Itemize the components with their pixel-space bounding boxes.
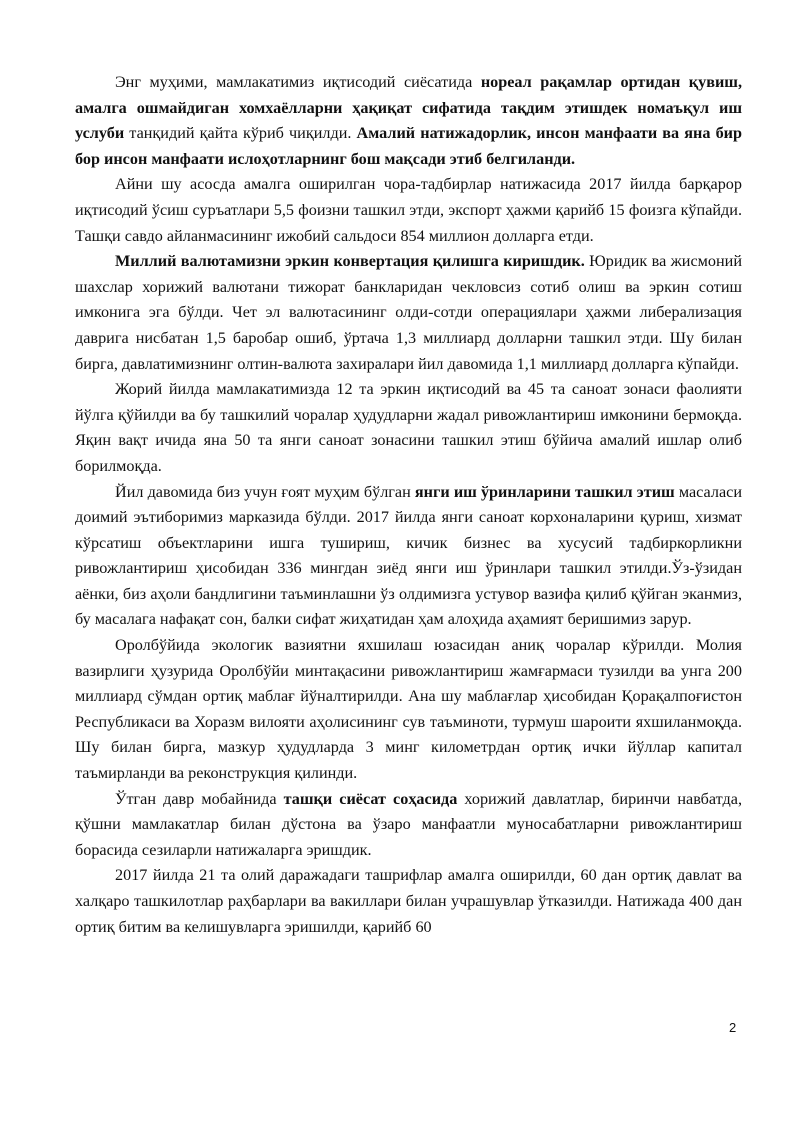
text-run: Ўтган давр мобайнида: [115, 789, 284, 808]
paragraph: [75, 633, 742, 787]
page-number: 2: [729, 1020, 737, 1035]
text-run: танқидий қайта кўриб чиқилди.: [124, 124, 357, 143]
text-run: Жорий йилда мамлакатимизда 12 та эркин иқтисодий ва 45 та саноат зонаси фаолияти йўлга қўйилди ва бу ташкилий чоралар ҳудудларни жадал ривожлантириш имконини бермоқда. Яқин вақт ичида яна 50 та янги саноат зонасини ташкил этиш бўйича амалий ишлар олиб борилмоқда.: [75, 380, 742, 475]
paragraph: [75, 480, 742, 634]
text-run-bold: Миллий валютамизни эркин конвертация қилишга киришдик.: [115, 252, 585, 271]
paragraph: [75, 249, 742, 377]
text-run: масаласи доимий эътиборимиз марказида бўлди. 2017 йилда янги саноат корхоналарини қуриш, хизмат кўрсатиш объектларини ишга тушириш, кичик бизнес ва хусусий тадбиркорликни ривожлантириш ҳисобидан 336 мингдан зиёд янги иш ўринлари ташкил этилди.Ўз-ўзидан аёнки, биз аҳоли бандлигини таъминлашни ўз олдимизга устувор вазифа қилиб қўйган эканмиз, бу масалага нафақат сон, балки сифат жиҳатидан ҳам алоҳида аҳамият беришимиз зарур.: [75, 482, 742, 629]
paragraph: [75, 172, 742, 249]
paragraph: [75, 377, 742, 479]
text-run-bold: янги иш ўринларини ташкил этиш: [414, 482, 675, 501]
text-run: Айни шу асосда амалга оширилган чора-тадбирлар натижасида 2017 йилда барқарор иқтисодий ўсиш суръатлари 5,5 фоизни ташкил этди, экспорт ҳажми қарийб 15 фоизга кўпайди. Ташқи савдо айланмасининг ижобий сальдоси 854 миллион долларга етди.: [75, 175, 742, 245]
paragraph: [75, 70, 742, 172]
paragraph: [75, 787, 742, 864]
document-body: [75, 70, 742, 940]
text-run: Энг муҳими, мамлакатимиз иқтисодий сиёсатида: [115, 73, 481, 91]
text-run: хорижий давлатлар, биринчи навбатда, қўшни мамлакатлар билан дўстона ва ўзаро манфаатли муносабатларни ривожлантириш борасида сезиларли натижаларга эришдик.: [75, 789, 742, 859]
paragraph: [75, 863, 742, 940]
text-run: 2017 йилда 21 та олий даражадаги ташрифлар амалга оширилди, 60 дан ортиқ давлат ва халқаро ташкилотлар раҳбарлари ва вакиллари билан учрашувлар ўтказилди. Натижада 400 дан ортиқ битим ва келишувларга эришилди, қарийб 60: [75, 866, 742, 936]
text-run: Йил давомида биз учун ғоят муҳим бўлган: [115, 482, 415, 501]
text-run-bold: Амалий натижадорлик, инсон манфаати ва яна бир бор инсон манфаати ислоҳотларнинг бош мақсади этиб белгиланди.: [75, 124, 742, 168]
text-run-bold: нореал рақамлар ортидан қувиш, амалга ошмайдиган хомхаёлларни ҳақиқат сифатида тақдим этишдек номаъқул иш услуби: [75, 73, 742, 143]
text-run: Юридик ва жисмоний шахслар хорижий валютани тижорат банкларидан чекловсиз сотиб олиш ва эркин сотиш имконига эга бўлди. Чет эл валютасининг олди-сотди операциялари ҳажми либерализация даврига нисбатан 1,5 баробар ошиб, ўртача 1,3 миллиард долларни ташкил этди. Шу билан бирга, давлатимизнинг олтин-валюта захиралари йил давомида 1,1 миллиард долларга кўпайди.: [75, 252, 742, 373]
text-run: Оролбўйида экологик вазиятни яхшилаш юзасидан аниқ чоралар кўрилди. Молия вазирлиги ҳузурида Оролбўйи минтақасини ривожлантириш жамғармаси тузилди ва унга 200 миллиард сўмдан ортиқ маблағ йўналтирилди. Ана шу маблағлар ҳисобидан Қорақалпоғистон Республикаси ва Хоразм вилояти аҳолисининг сув таъминоти, турмуш шароити яхшиланмоқда. Шу билан бирга, мазкур ҳудудларда 3 минг километрдан ортиқ ички йўллар капитал таъмирланди ва реконструкция қилинди.: [75, 636, 742, 783]
text-run-bold: ташқи сиёсат соҳасида: [283, 789, 458, 808]
